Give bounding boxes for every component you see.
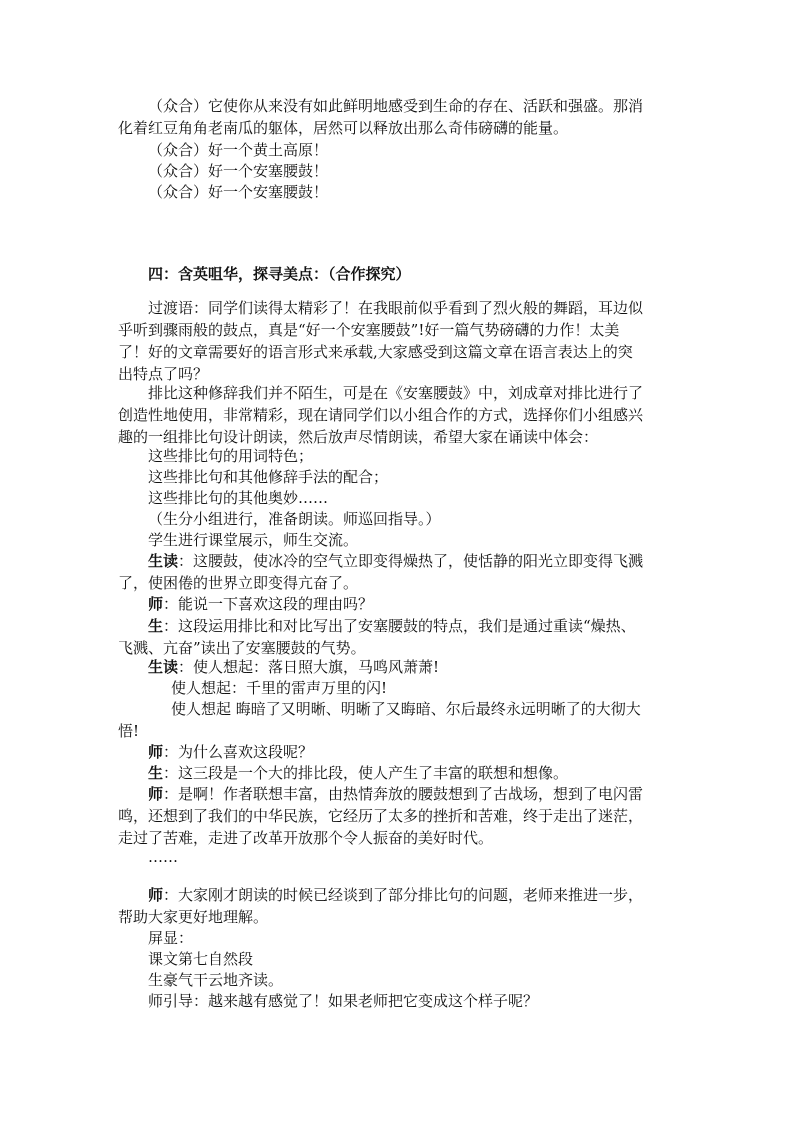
paragraph-line: （众合）好一个黄土高原！ bbox=[148, 141, 329, 159]
section-heading: 四：含英咀华，探寻美点：（合作探究） bbox=[148, 265, 411, 283]
paragraph-line: 飞溅、亢奋”读出了安塞腰鼓的气势。 bbox=[118, 639, 366, 657]
paragraph-line: 趣的一组排比句设计朗读，然后放声尽情朗读，希望大家在诵读中体会： bbox=[118, 428, 599, 446]
paragraph-line: 这些排比句的用词特色； bbox=[148, 447, 314, 465]
ellipsis: …… bbox=[148, 848, 178, 866]
paragraph-line: （众合）好一个安塞腰鼓！ bbox=[148, 162, 329, 180]
dialogue-line: 生：这三段是一个大的排比段，使人产生了丰富的联想和想像。 bbox=[148, 764, 569, 782]
dialogue-line: 生读：使人想起：落日照大旗，马鸣风萧萧! bbox=[148, 658, 440, 676]
paragraph-line: 生豪气干云地齐读。 bbox=[148, 971, 284, 989]
dialogue-line: 生：这段运用排比和对比写出了安塞腰鼓的特点，我们是通过重读“燥热、 bbox=[148, 617, 636, 635]
paragraph-line: 走过了苦难，走进了改革开放那个令人振奋的美好时代。 bbox=[118, 829, 494, 847]
speaker-label: 师 bbox=[148, 886, 164, 904]
paragraph-line: 了，使困倦的世界立即变得亢奋了。 bbox=[118, 574, 359, 592]
speaker-label: 生 bbox=[148, 617, 164, 635]
paragraph-line: （众合）好一个安塞腰鼓！ bbox=[148, 183, 329, 201]
speaker-label: 师 bbox=[148, 595, 164, 613]
paragraph-line: 学生进行课堂展示，师生交流。 bbox=[148, 531, 359, 549]
speaker-label: 师 bbox=[148, 743, 164, 761]
paragraph-line: 出特点了吗？ bbox=[118, 365, 209, 383]
paragraph-line: 屏显： bbox=[148, 929, 194, 947]
paragraph-line: 了！好的文章需要好的语言形式来承载,大家感受到这篇文章在语言表达上的突 bbox=[118, 343, 633, 361]
dialogue-line: 师：能说一下喜欢这段的理由吗？ bbox=[148, 595, 374, 613]
speaker-label: 生读 bbox=[148, 658, 179, 676]
dialogue-line: 生读：这腰鼓，使冰冷的空气立即变得燥热了，使恬静的阳光立即变得飞溅 bbox=[148, 552, 644, 570]
dialogue-line: 师：是啊！作者联想丰富，由热情奔放的腰鼓想到了古战场，想到了电闪雷 bbox=[148, 785, 644, 803]
paragraph-line: 帮助大家更好地理解。 bbox=[118, 908, 269, 926]
paragraph-line: （众合）它使你从来没有如此鲜明地感受到生命的存在、活跃和强盛。那消 bbox=[148, 97, 644, 115]
paragraph-line: 课文第七自然段 bbox=[148, 950, 254, 968]
paragraph-line: 这些排比句和其他修辞手法的配合； bbox=[148, 468, 389, 486]
speaker-label: 师 bbox=[148, 785, 164, 803]
paragraph-line: 使人想起：千里的雷声万里的闪! bbox=[171, 679, 388, 697]
paragraph-line: 使人想起 晦暗了又明晰、明晰了又晦暗、尔后最终永远明晰了的大彻大 bbox=[171, 700, 641, 718]
speaker-label: 生读 bbox=[148, 552, 179, 570]
paragraph-line: 乎听到骤雨般的鼓点，真是“好一个安塞腰鼓”!好一篇气势磅礴的力作！太美 bbox=[118, 321, 620, 339]
paragraph-line: （生分小组进行，准备朗读。师巡回指导。） bbox=[148, 510, 441, 528]
speaker-label: 生 bbox=[148, 764, 164, 782]
paragraph-line: 化着红豆角角老南瓜的躯体，居然可以释放出那么奇伟磅礴的能量。 bbox=[118, 119, 569, 137]
dialogue-line: 师：为什么喜欢这段呢？ bbox=[148, 743, 314, 761]
paragraph-line: 师引导：越来越有感觉了！如果老师把它变成这个样子呢？ bbox=[148, 992, 539, 1010]
paragraph-line: 过渡语：同学们读得太精彩了！在我眼前似乎看到了烈火般的舞蹈，耳边似 bbox=[148, 299, 644, 317]
paragraph-line: 创造性地使用，非常精彩，现在请同学们以小组合作的方式，选择你们小组感兴 bbox=[118, 406, 644, 424]
dialogue-line: 师：大家刚才朗读的时候已经谈到了部分排比句的问题，老师来推进一步， bbox=[148, 886, 644, 904]
paragraph-line: 排比这种修辞我们并不陌生，可是在《安塞腰鼓》中，刘成章对排比进行了 bbox=[148, 384, 644, 402]
paragraph-line: 悟! bbox=[118, 722, 140, 740]
paragraph-line: 这些排比句的其他奥妙…… bbox=[148, 489, 329, 507]
paragraph-line: 鸣，还想到了我们的中华民族，它经历了太多的挫折和苦难，终于走出了迷茫， bbox=[118, 807, 644, 825]
